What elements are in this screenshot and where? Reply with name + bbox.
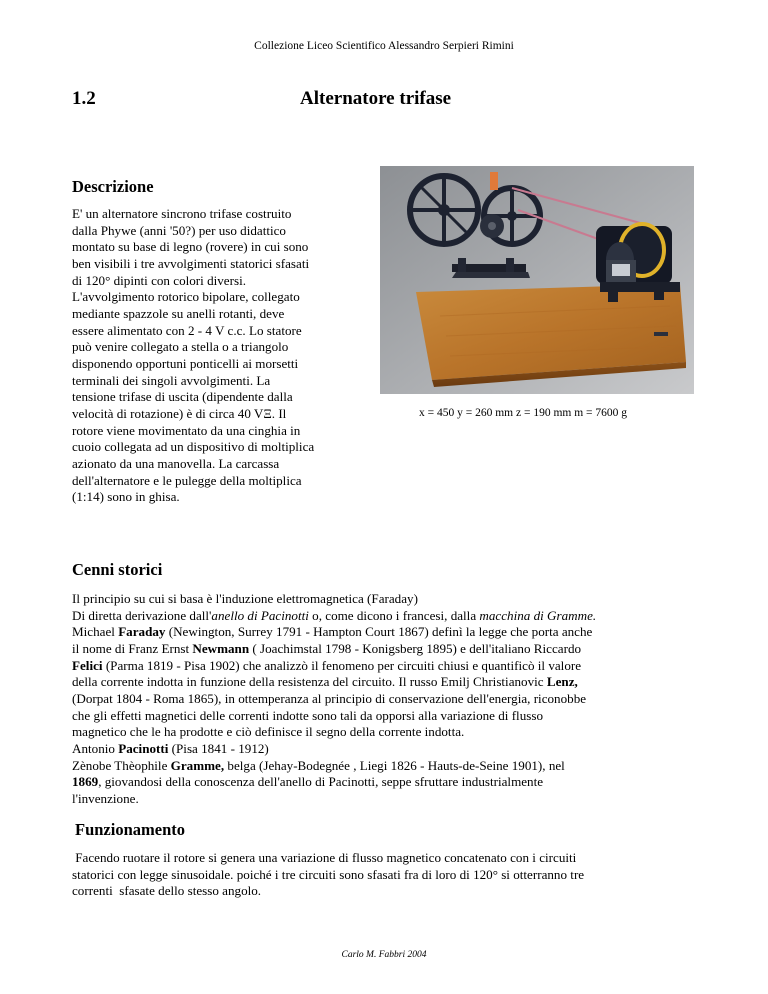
description-line: rotore viene movimentato da una cinghia in	[72, 422, 301, 438]
history-line: 1869, giovandosi della conoscenza dell'anello di Pacinotti, seppe sfruttare industrialmente	[72, 774, 544, 790]
history-line: (Dorpat 1804 - Roma 1865), in ottemperanza al principio di conservazione dell'energia, riconobbe	[72, 690, 587, 706]
operation-heading: Funzionamento	[75, 820, 186, 839]
section-number: 1.2	[72, 88, 96, 109]
page-footer: Carlo M. Fabbri 2004	[341, 950, 427, 960]
history-line: che gli effetti magnetici delle correnti indotte sono tali da opporsi alla variazione di flusso	[72, 707, 543, 723]
description-line: dalla Phywe (anni '50?) per uso didattico	[72, 222, 286, 238]
description-line: terminali dei singoli avvolgimenti. La	[72, 372, 271, 388]
description-line: montato su base di legno (rovere) in cui sono	[72, 239, 309, 255]
history-line: Di diretta derivazione dall'anello di Pacinotti o, come dicono i francesi, dalla macchina di Gramme.	[72, 607, 597, 623]
history-line: Il principio su cui si basa è l'induzione elettromagnetica (Faraday)	[72, 591, 418, 606]
description-line: tensione trifase di uscita (dipendente dalla	[72, 389, 293, 405]
history-line: il nome di Franz Ernst Newmann ( Joachimstal 1798 - Konigsberg 1895) e dell'italiano Riccardo	[72, 640, 582, 656]
history-line: Zènobe Thèophile Gramme, belga (Jehay-Bodegnée , Liegi 1826 - Hauts-de-Seine 1901), nel	[72, 757, 565, 773]
history-line: Felici (Parma 1819 - Pisa 1902) che analizzò il fenomeno per circuiti chiusi e quantificò il valore	[72, 657, 582, 673]
description-line: L'avvolgimento rotorico bipolare, collegato	[72, 289, 300, 305]
description-line: dell'alternatore e le pulegge della moltiplica	[72, 472, 302, 488]
operation-line: statorici con legge sinusoidale. poiché i tre circuiti sono sfasati fra di loro di 120° si otterranno tre	[72, 866, 585, 882]
description-line: essere alimentato con 2 - 4 V c.c. Lo statore	[72, 322, 302, 338]
operation-text	[72, 850, 712, 900]
history-text	[72, 591, 712, 808]
history-line: Michael Faraday (Newington, Surrey 1791 - Hampton Court 1867) definì la legge che porta anche	[72, 624, 593, 640]
history-line: magnetico che le ha prodotte e ciò definisce il segno della corrente indotta.	[72, 724, 465, 740]
operation-line: correnti sfasate dello stesso angolo.	[72, 883, 262, 899]
description-text	[72, 206, 368, 506]
history-line: Antonio Pacinotti (Pisa 1841 - 1912)	[72, 740, 269, 756]
operation-line: Facendo ruotare il rotore si genera una variazione di flusso magnetico concatenato con i circuiti	[72, 850, 577, 865]
description-line: disponendo opportuni ponticelli ai morsetti	[72, 355, 299, 371]
history-line: della corrente indotta in funzione della resistenza del circuito. Il russo Emilj Christianovic Lenz,	[72, 674, 578, 690]
description-line: E' un alternatore sincrono trifase costruito	[72, 206, 292, 221]
page-header: Collezione Liceo Scientifico Alessandro Serpieri Rimini	[254, 40, 514, 52]
description-line: (1:14) sono in ghisa.	[72, 489, 180, 505]
alternator-photo	[380, 166, 694, 394]
description-line: può venire collegato a stella o a triangolo	[72, 339, 289, 355]
description-line: mediante spazzole su anelli rotanti, deve	[72, 305, 285, 321]
description-line: cuoio collegata ad un dispositivo di moltiplica	[72, 439, 315, 455]
description-line: velocità di rotazione) è di circa 40 VΞ. Il	[72, 405, 287, 421]
description-line: azionato da una manovella. La carcassa	[72, 455, 280, 471]
page-title: Alternatore trifase	[300, 88, 452, 109]
description-line: ben visibili i tre avvolgimenti statorici sfasati	[72, 255, 310, 271]
history-heading: Cenni storici	[72, 560, 163, 579]
description-line: di 120° dipinti con colori diversi.	[72, 272, 246, 288]
description-heading: Descrizione	[72, 177, 154, 196]
history-line: l'invenzione.	[72, 790, 139, 806]
photo-caption: x = 450 y = 260 mm z = 190 mm m = 7600 g	[419, 407, 628, 419]
